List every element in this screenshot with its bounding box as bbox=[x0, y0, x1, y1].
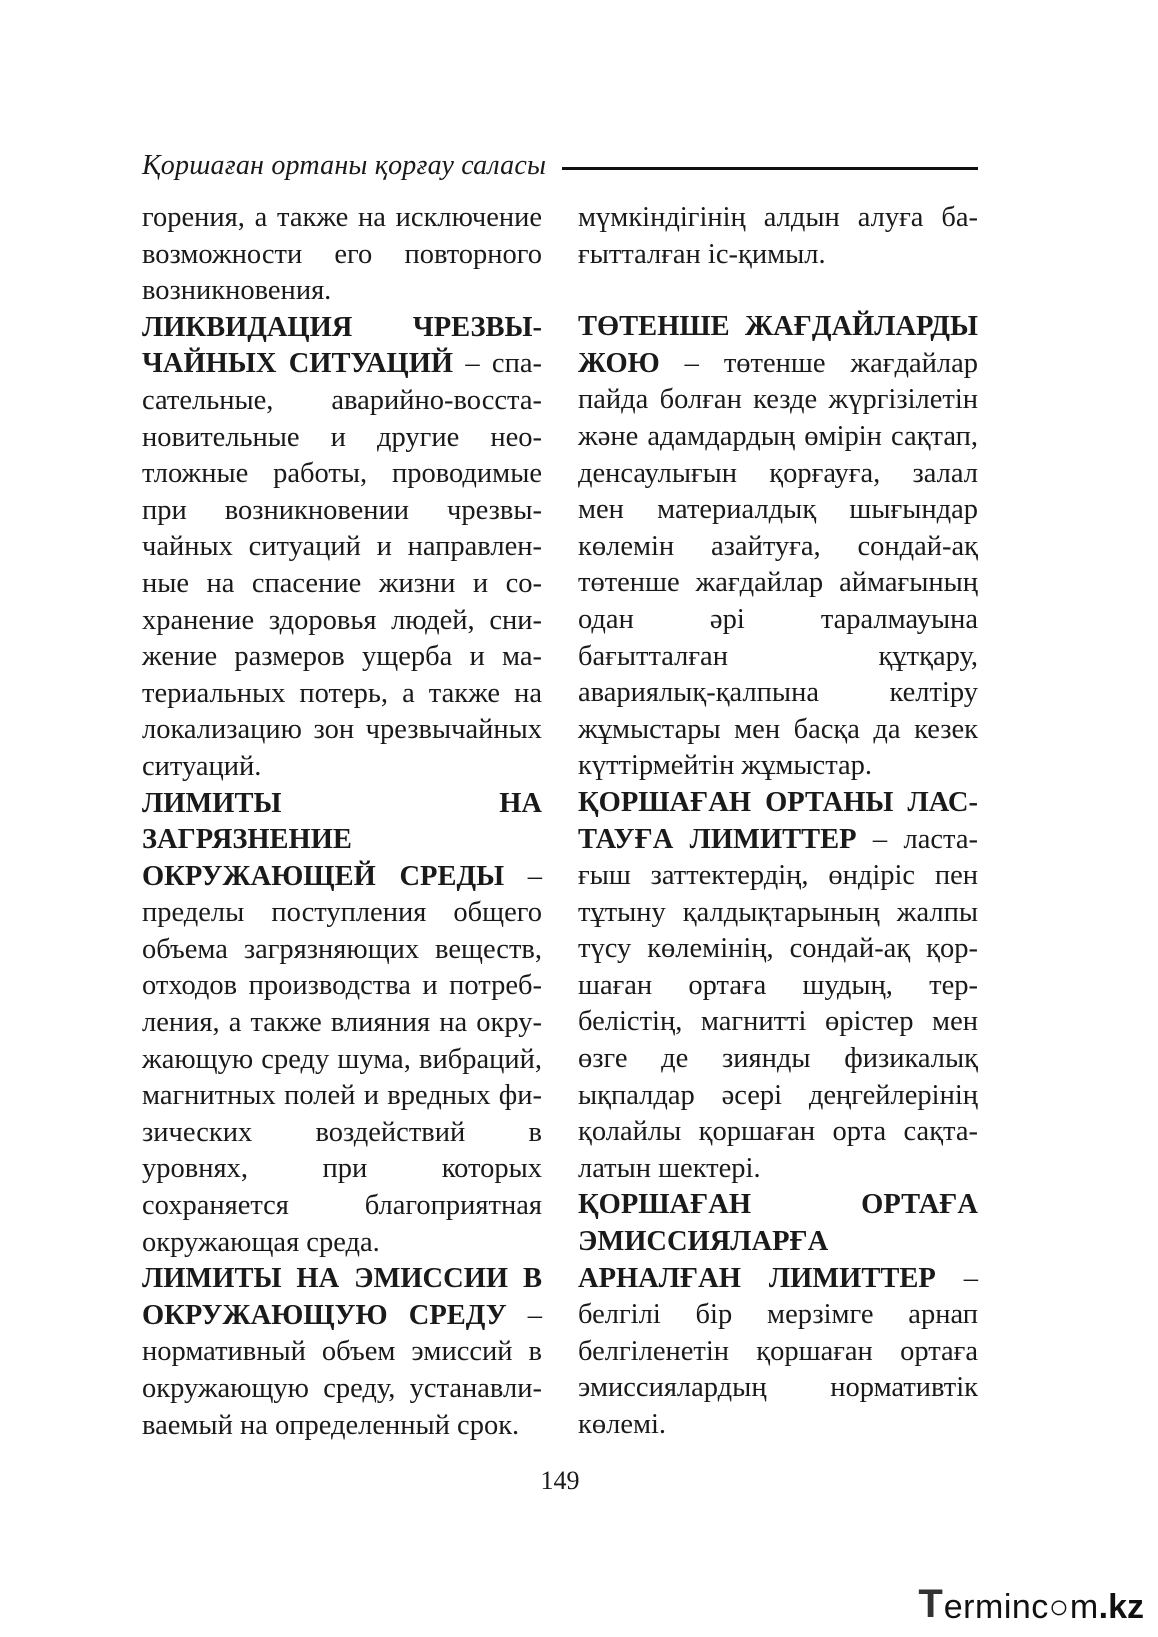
continuation-text: мүмкіндігінің алдын алуға бағытталған іс-қимыл. bbox=[578, 202, 978, 270]
watermark-text: erminc○m bbox=[943, 1588, 1099, 1626]
column-gap bbox=[578, 273, 978, 309]
running-header bbox=[142, 146, 978, 186]
header-rule bbox=[562, 167, 978, 170]
entry-term: ЛИКВИДАЦИЯ ЧРЕЗВЫЧАЙНЫХ СИТУАЦИЙ bbox=[142, 311, 542, 380]
glossary-entry bbox=[142, 1261, 542, 1444]
entry-term: ЛИМИТЫ НА ЭМИССИИ В ОКРУЖАЮЩУЮ СРЕДУ bbox=[142, 1263, 542, 1331]
entry-term: ЛИМИТЫ НА ЗАГРЯЗНЕНИЕ ОКРУЖАЮЩЕЙ СРЕДЫ bbox=[142, 787, 542, 892]
glossary-entry bbox=[578, 309, 978, 785]
watermark-letter: T bbox=[918, 1582, 943, 1626]
entry-definition: – төтенше жағдайлар пайда болған кезде жүргізілетін және адамдардың өмірін сақтап, денсаулығын қорғауға, залал мен материалдық шығындар көлемін азайтуға, сондай-ақ төтенше жағдайлар аймағының одан әрі таралмауына бағытталған құтқару, авариялық-қалпына келтіру жұмыстары мен басқа да кезек күттірмейтін жұмыстар. bbox=[578, 347, 978, 782]
watermark-suffix: .kz bbox=[1098, 1588, 1144, 1626]
page-number: 149 bbox=[540, 1466, 580, 1495]
glossary-entry bbox=[578, 1187, 978, 1443]
entry-definition: – ластағыш заттектердің, өндіріс пен тұтыну қалдықтарының жалпы түсу көлемінің, сондай-ақ қоршаған ортаға шудың, тербелістің, магнитті өрістер мен өзге де зиянды физикалық ықпалдар әсері деңгейлерінің қолайлы қоршаған орта сақталатын шектері. bbox=[578, 823, 978, 1184]
glossary-entry bbox=[142, 310, 542, 786]
glossary-entry bbox=[578, 785, 978, 1188]
entry-definition: – пределы поступления общего объема загрязняющих веществ, отходов производства и потребления, а также влияния на окружающую среду шума, вибраций, магнитных полей и вредных физических воздействий в уровнях, при которых сохраняется благоприятная окружающая среда. bbox=[142, 860, 542, 1258]
left-column bbox=[142, 200, 542, 1444]
entry-term: ТӨТЕНШЕ ЖАҒДАЙЛАРДЫ ЖОЮ bbox=[578, 311, 978, 379]
entry-term: ҚОРШАҒАН ОРТАҒА ЭМИССИЯЛАРҒА АРНАЛҒАН ЛИМИТТЕР bbox=[578, 1189, 978, 1294]
entry-definition: – спасательные, аварийно-восстановительные и другие неотложные работы, проводимые при возникновении чрезвычайных ситуаций и направленные на спасение жизни и сохранение здоровья людей, снижение размеров ущерба и материальных потерь, а также на локализацию зон чрезвычайных ситуаций. bbox=[142, 348, 542, 782]
entry-term: ҚОРШАҒАН ОРТАНЫ ЛАСТАУҒА ЛИМИТТЕР bbox=[578, 786, 978, 855]
entry-definition: – белгілі бір мерзімге арнап белгіленетін қоршаған ортаға эмиссиялардың нормативтік көлемі. bbox=[578, 1262, 978, 1440]
entry-definition: – нормативный объем эмиссий в окружающую среду, устанавливаемый на определенный срок. bbox=[142, 1299, 542, 1441]
running-title: Қоршаған ортаны қорғау саласы bbox=[142, 150, 547, 181]
right-column bbox=[578, 200, 978, 1444]
site-watermark bbox=[918, 1582, 1144, 1627]
glossary-entry bbox=[142, 786, 542, 1262]
continuation-text: горения, а также на исключение возможности его повторного возникновения. bbox=[142, 202, 542, 307]
